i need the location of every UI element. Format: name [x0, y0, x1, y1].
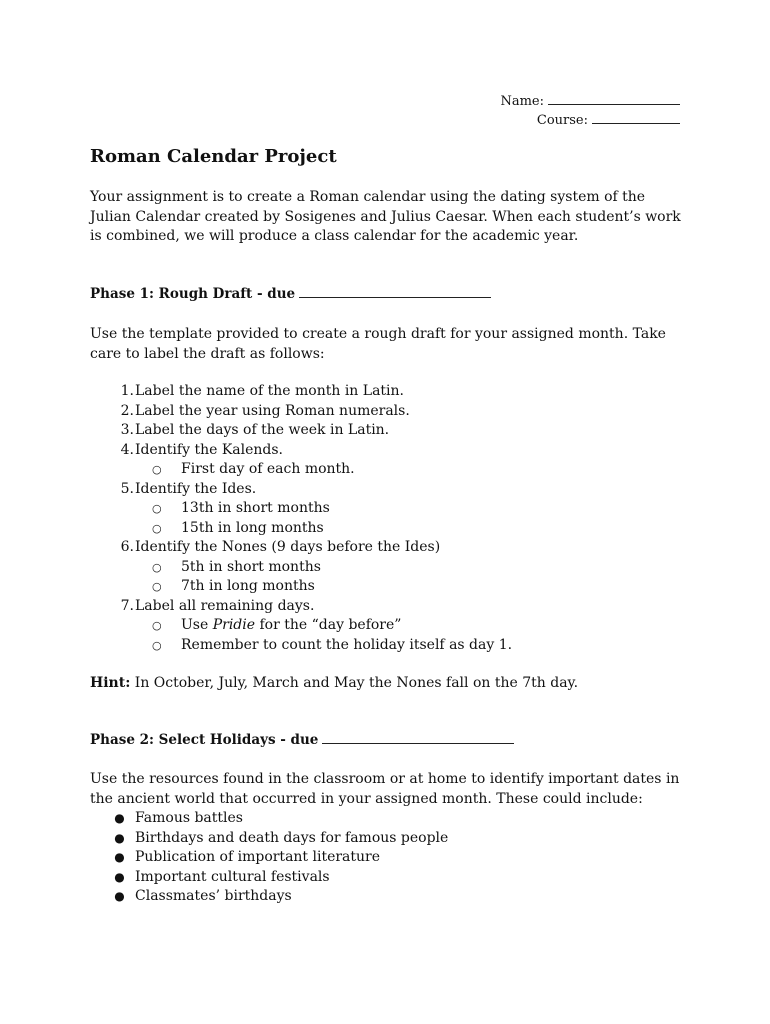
list-item	[90, 382, 690, 402]
filled-bullet-icon: ●	[114, 830, 125, 845]
list-item	[90, 597, 690, 617]
filled-bullet-icon: ●	[114, 811, 125, 825]
bullet-text: Birthdays and death days for famous people	[135, 829, 449, 846]
phase1-heading	[90, 286, 491, 302]
hollow-bullet-icon: ○	[152, 521, 162, 535]
step-text: Label the days of the week in Latin.	[135, 422, 390, 438]
step-text: Identify the Nones (9 days before the Ides)	[135, 539, 441, 555]
sub-item-text: 15th in long months	[181, 519, 324, 536]
list-item	[90, 480, 690, 500]
step-number: 6.	[120, 539, 134, 555]
hint-text: In October, July, March and May the Nones fall on the 7th day.	[130, 675, 579, 691]
step-number: 5.	[120, 480, 134, 497]
step-number: 3.	[120, 422, 134, 438]
bullet-text: Classmates’ birthdays	[135, 888, 292, 904]
hollow-bullet-icon: ○	[152, 560, 162, 574]
filled-bullet-icon: ●	[114, 869, 125, 884]
hollow-bullet-icon: ○	[152, 580, 162, 593]
bullet-text: Publication of important literature	[135, 849, 381, 865]
step-text: Label the year using Roman numerals.	[135, 402, 410, 419]
pridie-term: Pridie	[212, 617, 256, 633]
intro-paragraph: Your assignment is to create a Roman calendar using the dating system of the Julian Calendar created by Sosigenes and Julius Caesar. When each student’s work is combined, we will produce a class calendar for the academic year.	[90, 189, 681, 244]
course-label: Course:	[536, 113, 588, 128]
sub-list-item	[90, 499, 690, 519]
phase2-due-blank-line	[322, 732, 514, 744]
name-blank-line	[548, 92, 680, 105]
list-item	[90, 848, 448, 868]
list-item	[90, 402, 690, 422]
hollow-bullet-icon: ○	[152, 619, 162, 632]
course-field	[500, 111, 680, 130]
list-item	[90, 829, 448, 849]
sub-item-text-pre: Use	[181, 617, 213, 633]
course-blank-line	[592, 111, 680, 124]
phase2-paragraph: Use the resources found in the classroom or at home to identify important dates in the ancient world that occurred in your assigned month. These could include:	[90, 771, 680, 807]
sub-list-item	[90, 616, 690, 636]
page-title: Roman Calendar Project	[90, 146, 337, 167]
list-item	[90, 868, 448, 888]
sub-list-item	[90, 460, 690, 480]
step-number: 1.	[120, 383, 134, 399]
list-item	[90, 809, 448, 829]
phase1-paragraph: Use the template provided to create a rough draft for your assigned month. Take care to label the draft as follows:	[90, 326, 666, 362]
sub-list-item	[90, 558, 690, 578]
list-item	[90, 441, 690, 461]
step-number: 4.	[120, 441, 134, 458]
bullet-text: Important cultural festivals	[135, 868, 330, 885]
step-text: Label the name of the month in Latin.	[135, 383, 404, 399]
phase1-due-blank-line	[299, 286, 491, 298]
hint-label: Hint:	[90, 675, 131, 691]
filled-bullet-icon: ●	[114, 889, 125, 903]
sub-item-text: First day of each month.	[181, 461, 355, 477]
list-item	[90, 887, 448, 907]
sub-list-item	[90, 519, 690, 539]
sub-list-item	[90, 636, 690, 656]
step-text: Label all remaining days.	[135, 597, 315, 614]
hollow-bullet-icon: ○	[152, 638, 162, 652]
phase2-heading-text: Phase 2: Select Holidays - due	[90, 732, 319, 748]
list-item	[90, 538, 690, 558]
phase2-bullet-list	[90, 809, 448, 907]
list-item	[90, 421, 690, 441]
sub-item-text: 7th in long months	[181, 578, 315, 594]
hollow-bullet-icon: ○	[152, 502, 162, 515]
bullet-text: Famous battles	[135, 810, 243, 826]
phase2-heading	[90, 732, 514, 748]
step-text: Identify the Kalends.	[135, 441, 283, 458]
sub-item-text	[181, 616, 401, 636]
step-number: 7.	[120, 597, 134, 614]
header-fields	[500, 92, 680, 130]
phase1-steps-list	[90, 382, 690, 655]
phase1-heading-text: Phase 1: Rough Draft - due	[90, 286, 296, 302]
step-text: Identify the Ides.	[135, 480, 257, 497]
sub-item-text: Remember to count the holiday itself as day 1.	[181, 636, 513, 653]
name-field	[500, 92, 680, 111]
sub-item-text: 13th in short months	[181, 500, 330, 516]
step-number: 2.	[120, 402, 134, 419]
name-label: Name:	[500, 94, 544, 109]
filled-bullet-icon: ●	[114, 850, 125, 864]
sub-item-text: 5th in short months	[181, 558, 321, 575]
sub-item-text-post: for the “day before”	[255, 617, 402, 633]
sub-list-item	[90, 577, 690, 597]
hint-paragraph	[90, 674, 578, 694]
hollow-bullet-icon: ○	[152, 463, 162, 476]
